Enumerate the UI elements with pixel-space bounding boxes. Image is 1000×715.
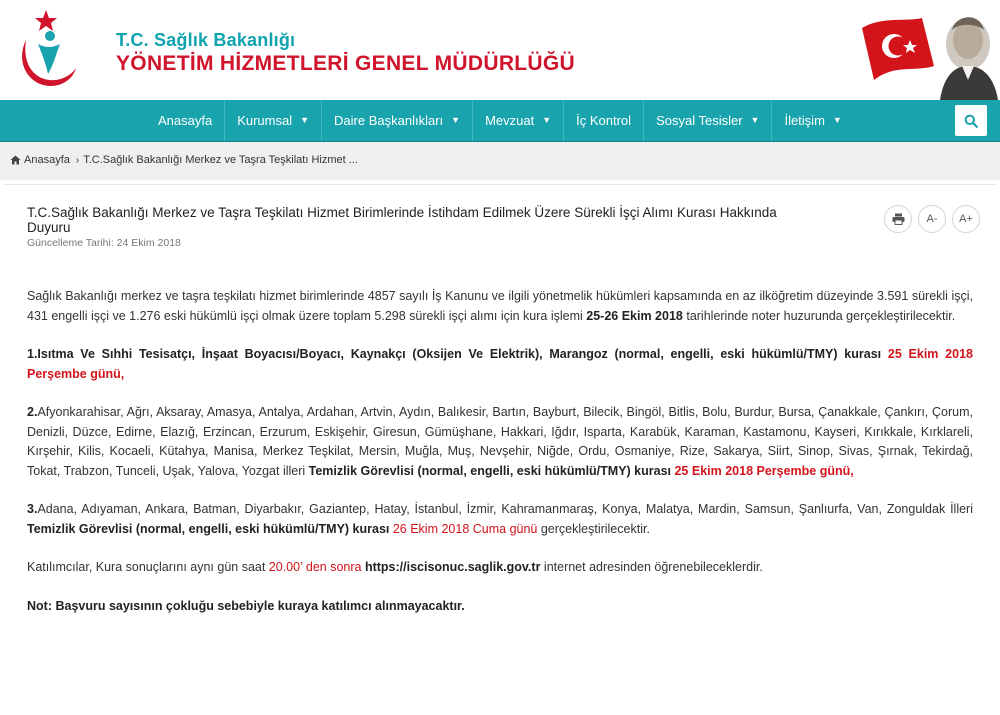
nav-item-iletisim[interactable] [772, 100, 853, 141]
paragraph-item-1: 1.Isıtma Ve Sıhhi Tesisatçı, İnşaat Boyacısı/Boyacı, Kaynakçı (Oksijen Ve Elektrik), Marangoz (normal, engelli, eski hükümlü/TMY) kurası 25 Ekim 2018 Perşembe günü, [27, 347, 973, 381]
paragraph-intro: Sağlık Bakanlığı merkez ve taşra teşkilatı hizmet birimlerinde 4857 sayılı İş Kanunu ve ilgili yönetmelik hükümleri kapsamında en az ilköğretim düzeyinde 3.591 sürekli işçi, 431 engelli işçi ve 1.276 eski hükümlü işçi olmak üzere toplam 5.298 sürekli işçi alımı için kura işlemi 25-26 Ekim 2018 tarihlerinde noter huzurunda gerçekleştirilecektir. [27, 289, 973, 323]
header-banner [860, 0, 1000, 100]
article-tools [878, 205, 980, 233]
article-title: T.C.Sağlık Bakanlığı Merkez ve Taşra Teşkilatı Hizmet Birimlerinde İstihdam Edilmek Üzere Sürekli İşçi Alımı Kurası Hakkında Duyuru [27, 205, 777, 235]
paragraph-item-3: 3.Adana, Adıyaman, Ankara, Batman, Diyarbakır, Gaziantep, Hatay, İstanbul, İzmir, Kahramanmaraş, Konya, Malatya, Mardin, Samsun, Şanlıurfa, Van, Zonguldak İlleri Temizlik Görevlisi (normal, engelli, eski hükümlü/TMY) kurası 26 Ekim 2018 Cuma günü gerçekleştirilecektir. [27, 502, 973, 536]
print-button[interactable] [884, 205, 912, 233]
font-decrease-button[interactable]: A- [918, 205, 946, 233]
home-icon [10, 155, 21, 165]
chevron-down-icon: ▼ [832, 115, 842, 125]
chevron-down-icon: ▼ [750, 115, 760, 125]
nav-label: Daire Başkanlıkları [334, 113, 444, 128]
breadcrumb-bar [0, 142, 1000, 180]
results-link[interactable]: https://iscisonuc.saglik.gov.tr [361, 560, 541, 574]
nav-item-ic-kontrol[interactable] [564, 100, 644, 141]
ataturk-portrait-icon [940, 17, 998, 100]
department-name: YÖNETİM HİZMETLERİ GENEL MÜDÜRLÜĞÜ [116, 52, 575, 75]
breadcrumb [10, 154, 358, 166]
site-header [0, 0, 1000, 100]
nav-item-sosyal-tesisler[interactable] [644, 100, 772, 141]
nav-label: Mevzuat [485, 113, 535, 128]
chevron-down-icon: ▼ [300, 115, 310, 125]
breadcrumb-separator-icon: › [75, 154, 80, 166]
nav-label: Kurumsal [237, 113, 293, 128]
article-panel [4, 184, 996, 715]
chevron-down-icon: ▼ [451, 115, 461, 125]
breadcrumb-home-link[interactable]: Anasayfa [24, 154, 70, 166]
paragraph-item-2: 2.Afyonkarahisar, Ağrı, Aksaray, Amasya, Antalya, Ardahan, Artvin, Aydın, Balıkesir, Bartın, Bayburt, Bilecik, Bingöl, Bitlis, Bolu, Burdur, Bursa, Çanakkale, Çankırı, Çorum, Denizli, Düzce, Edirne, Elazığ, Erzincan, Erzurum, Eskişehir, Giresun, Gümüşhane, Hakkari, Iğdır, Isparta, Karabük, Karaman, Kastamonu, Kayseri, Kırıkkale, Kırklareli, Kırşehir, Kilis, Kocaeli, Kütahya, Manisa, Merkez Teşkilat, Mersin, Muğla, Muş, Nevşehir, Niğde, Ordu, Osmaniye, Rize, Sakarya, Siirt, Sinop, Sivas, Şırnak, Tekirdağ, Tokat, Trabzon, Tunceli, Uşak, Yalova, Yozgat illeri Temizlik Görevlisi (normal, engelli, eski hükümlü/TMY) kurası 25 Ekim 2018 Perşembe günü, [27, 405, 973, 478]
nav-label: Sosyal Tesisler [656, 113, 743, 128]
nav-label: İç Kontrol [576, 113, 632, 128]
nav-item-daire-baskanliklari[interactable] [322, 100, 473, 141]
ministry-logo-icon[interactable] [12, 4, 80, 92]
search-icon [964, 114, 978, 128]
search-button[interactable] [955, 105, 987, 136]
main-navbar [0, 100, 1000, 142]
nav-label: İletişim [784, 113, 825, 128]
paragraph-note: Not: Başvuru sayısının çokluğu sebebiyle kuraya katılımcı alınmayacaktır. [27, 598, 465, 613]
nav-label: Anasayfa [158, 113, 213, 128]
article-body [27, 287, 973, 635]
org-name: T.C. Sağlık Bakanlığı [116, 30, 296, 50]
update-date: Güncelleme Tarihi: 24 Ekim 2018 [27, 237, 181, 249]
chevron-down-icon: ▼ [542, 115, 552, 125]
breadcrumb-current: T.C.Sağlık Bakanlığı Merkez ve Taşra Teşkilatı Hizmet ... [83, 154, 358, 166]
turkish-flag-icon [862, 18, 934, 80]
nav-item-kurumsal[interactable] [225, 100, 322, 141]
paragraph-results: Katılımcılar, Kura sonuçlarını aynı gün saat 20.00’ den sonra https://iscisonuc.saglik.gov.tr internet adresinden öğrenebileceklerdir. [27, 560, 763, 574]
font-increase-button[interactable]: A+ [952, 205, 980, 233]
nav-item-mevzuat[interactable] [473, 100, 564, 141]
print-icon [892, 213, 905, 225]
nav-item-anasayfa[interactable] [146, 100, 225, 141]
